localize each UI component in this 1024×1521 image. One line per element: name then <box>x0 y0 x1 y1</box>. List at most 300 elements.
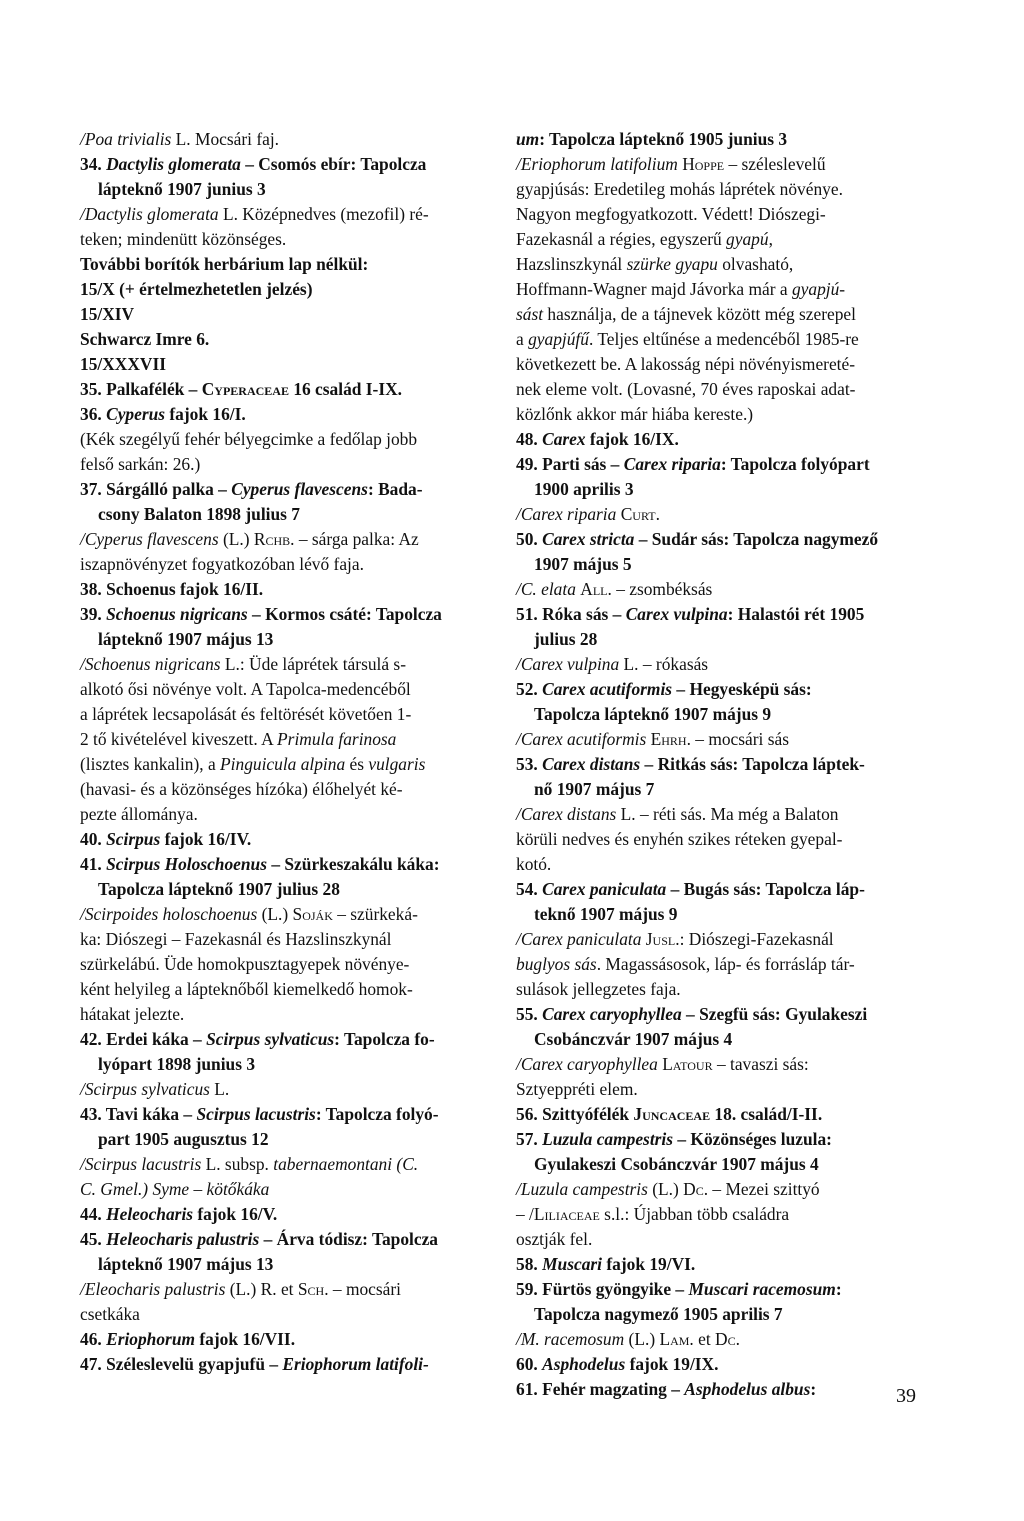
text-line <box>80 477 510 502</box>
text-segment: 46. <box>80 1329 107 1349</box>
text-segment: 15/XXXVII <box>80 354 166 374</box>
text-segment: /Carex distans <box>516 804 617 824</box>
text-line <box>516 527 946 552</box>
text-line <box>516 1277 946 1302</box>
text-line <box>516 152 946 177</box>
text-segment: Scirpus Holoschoenus <box>106 854 267 874</box>
text-line <box>516 1152 946 1177</box>
left-column <box>80 127 510 1377</box>
text-line <box>80 602 510 627</box>
text-segment: , <box>768 229 773 249</box>
text-line <box>516 502 946 527</box>
text-line <box>80 1227 510 1252</box>
text-segment: nek eleme volt. (Lovasné, 70 éves raposkai adat- <box>516 379 856 399</box>
text-segment: – Kormos csáté: Tapolcza <box>247 604 442 624</box>
text-segment: Pinguicula alpina <box>220 754 346 774</box>
text-line <box>516 452 946 477</box>
text-segment: Primula farinosa <box>277 729 397 749</box>
text-line <box>80 677 510 702</box>
text-segment: a <box>516 329 529 349</box>
text-line <box>80 1177 510 1202</box>
text-segment: Jusl <box>645 929 676 949</box>
text-line <box>80 827 510 852</box>
text-line <box>80 252 510 277</box>
text-segment: /Scirpoides holoschoenus <box>80 904 258 924</box>
text-segment: /Carex caryophyllea <box>516 1054 658 1074</box>
text-segment: Nagyon megfogyatkozott. Védett! Diószegi- <box>516 204 826 224</box>
text-segment: . – Mezei szittyó <box>703 1179 820 1199</box>
text-segment: – Csomós ebír: Tapolcza <box>240 154 427 174</box>
text-segment: (Kék szegélyű fehér bélyegcimke a fedőlap jobb <box>80 429 418 449</box>
text-segment: Carex caryophyllea <box>542 1004 682 1024</box>
text-line <box>80 852 510 877</box>
text-line <box>80 802 510 827</box>
text-segment: lápteknő 1907 május 13 <box>98 629 274 649</box>
text-line <box>80 652 510 677</box>
text-segment: (L.) <box>218 529 254 549</box>
text-segment: Csobánczvár 1907 május 4 <box>534 1029 733 1049</box>
text-segment: Dc <box>715 1329 736 1349</box>
text-segment: fajok 16/IX. <box>585 429 679 449</box>
text-segment: 1900 aprilis 3 <box>534 479 634 499</box>
text-line <box>80 1002 510 1027</box>
text-line <box>516 1352 946 1377</box>
text-segment: . <box>655 504 660 524</box>
text-line <box>516 1302 946 1327</box>
text-segment: : Tapolcza folyópart <box>720 454 870 474</box>
text-segment: fajok 19/VI. <box>602 1254 696 1274</box>
text-line <box>516 202 946 227</box>
text-line <box>516 1327 946 1352</box>
text-line <box>516 1252 946 1277</box>
text-segment: – Szürkeszakálu káka: <box>267 854 440 874</box>
text-segment: 43. Tavi káka – <box>80 1104 197 1124</box>
text-segment: – széleslevelű <box>724 154 826 174</box>
text-line <box>516 477 946 502</box>
text-segment: . Teljes eltűnése a medencéből 1985-re <box>588 329 859 349</box>
text-segment: 55. <box>516 1004 543 1024</box>
text-segment: gyapjú- <box>791 279 846 299</box>
text-segment: fajok 16/VII. <box>195 1329 296 1349</box>
text-segment: 15/X (+ értelmezhetetlen jelzés) <box>80 279 313 299</box>
text-segment: (L.) R. et <box>225 1279 298 1299</box>
text-line <box>516 1177 946 1202</box>
text-segment: gyapjúsás: Eredetileg mohás láprétek növénye. <box>516 179 843 199</box>
text-segment: 48. <box>516 429 543 449</box>
text-segment: Carex acutiformis <box>542 679 673 699</box>
text-line <box>516 902 946 927</box>
text-line <box>516 602 946 627</box>
text-segment: /Scirpus sylvaticus <box>80 1079 210 1099</box>
text-line <box>80 777 510 802</box>
text-line <box>80 1327 510 1352</box>
text-segment: um <box>516 129 540 149</box>
text-line <box>80 427 510 452</box>
text-line <box>516 1202 946 1227</box>
text-segment: Muscari racemosum <box>688 1279 836 1299</box>
text-segment: Hoppe <box>682 154 725 174</box>
text-line <box>516 777 946 802</box>
text-line <box>516 1002 946 1027</box>
text-segment: Carex riparia <box>623 454 721 474</box>
text-segment: 49. Parti sás – <box>516 454 624 474</box>
text-segment: alkotó ősi növénye volt. A Tapolca-medencéből <box>80 679 411 699</box>
text-segment: fajok 16/V. <box>193 1204 278 1224</box>
text-segment: (havasi- és a közönséges hízóka) élőhelyét ké- <box>80 779 403 799</box>
text-segment: /Eleocharis palustris <box>80 1279 226 1299</box>
text-segment: fajok 16/IV. <box>160 829 252 849</box>
text-segment: sást <box>516 304 544 324</box>
text-segment: Carex paniculata <box>542 879 667 899</box>
text-segment: osztják fel. <box>516 1229 593 1249</box>
text-line <box>80 1352 510 1377</box>
text-segment: 2 tő kivételével kiveszett. A <box>80 729 278 749</box>
text-segment: : Tapolcza folyó- <box>315 1104 439 1124</box>
text-segment: Hoffmann-Wagner majd Jávorka már a <box>516 279 792 299</box>
text-segment: Sztyeppréti elem. <box>516 1079 638 1099</box>
text-segment: . Magassásosok, láp- és forrásláp tár- <box>596 954 855 974</box>
text-segment: Ehrh <box>650 729 687 749</box>
text-segment: iszapnövényzet fogyatkozóban lévő faja. <box>80 554 364 574</box>
text-line <box>80 1027 510 1052</box>
text-segment: . – sárga palka: Az <box>290 529 419 549</box>
text-line <box>516 752 946 777</box>
text-line <box>516 727 946 752</box>
text-segment: 15/XIV <box>80 304 135 324</box>
text-segment: sulások jellegzetes faja. <box>516 979 681 999</box>
text-segment: 42. Erdei káka – <box>80 1029 207 1049</box>
text-segment: C. Gmel.) Syme – kötőkáka <box>80 1179 270 1199</box>
text-line <box>516 227 946 252</box>
text-line <box>516 677 946 702</box>
text-segment: lyópart 1898 junius 3 <box>98 1054 256 1074</box>
text-line <box>80 152 510 177</box>
text-segment: L. Középnedves (mezofil) ré- <box>218 204 429 224</box>
text-line <box>516 652 946 677</box>
text-segment: Eriophorum latifoli- <box>282 1354 429 1374</box>
text-segment: /Carex vulpina <box>516 654 620 674</box>
text-line <box>516 1077 946 1102</box>
text-segment: – / <box>516 1204 534 1224</box>
text-segment: olvasható, <box>717 254 794 274</box>
text-line <box>516 827 946 852</box>
text-line <box>516 927 946 952</box>
text-segment: Lam <box>659 1329 690 1349</box>
text-segment: Cyperus flavescens <box>231 479 368 499</box>
text-segment: . – mocsári sás <box>686 729 789 749</box>
text-line <box>516 427 946 452</box>
text-line <box>80 377 510 402</box>
text-segment: 56. Szittyófélék <box>516 1104 634 1124</box>
text-segment: fajok 19/IX. <box>625 1354 719 1374</box>
text-segment: (L.) <box>624 1329 660 1349</box>
text-segment: . – mocsári <box>324 1279 402 1299</box>
text-line <box>516 577 946 602</box>
text-segment: Scirpus sylvaticus <box>206 1029 335 1049</box>
text-segment: L.: Üde láprétek társulá s- <box>220 654 406 674</box>
text-line <box>80 402 510 427</box>
text-segment: /Luzula campestris <box>516 1179 648 1199</box>
text-segment: Carex stricta <box>542 529 635 549</box>
text-segment: – tavaszi sás: <box>712 1054 809 1074</box>
text-line <box>516 952 946 977</box>
text-segment: : Bada- <box>367 479 423 499</box>
text-segment: /Poa trivialis <box>80 129 172 149</box>
text-segment: s.l.: Újabban több családra <box>599 1204 790 1224</box>
text-segment: Tapolcza lápteknő 1907 julius 28 <box>98 879 340 899</box>
text-line <box>80 1152 510 1177</box>
text-segment: 58. <box>516 1254 543 1274</box>
text-segment: 35. Palkafélék – <box>80 379 202 399</box>
text-segment: lápteknő 1907 junius 3 <box>98 179 266 199</box>
text-segment: L. <box>209 1079 230 1099</box>
text-segment: csony Balaton 1898 julius 7 <box>98 504 300 524</box>
text-line <box>80 1252 510 1277</box>
text-line <box>516 852 946 877</box>
text-segment: . – zsombéksás <box>607 579 713 599</box>
text-segment: – Hegyesképü sás: <box>672 679 812 699</box>
text-segment: – Ritkás sás: Tapolcza láptek- <box>640 754 865 774</box>
text-line <box>516 877 946 902</box>
right-column <box>516 127 946 1402</box>
text-line <box>516 1027 946 1052</box>
text-segment: ka: Diószegi – Fazekasnál és Hazslinszkynál <box>80 929 392 949</box>
text-segment: Cyperus <box>106 404 166 424</box>
text-segment: tabernaemontani (C. <box>273 1154 419 1174</box>
text-line <box>516 327 946 352</box>
text-segment: L. – rókasás <box>619 654 709 674</box>
text-line <box>516 402 946 427</box>
text-segment: szürke gyapu <box>626 254 718 274</box>
text-segment: fajok 16/I. <box>165 404 246 424</box>
text-segment: 37. Sárgálló palka – <box>80 479 232 499</box>
text-segment: – Szegfü sás: Gyulakeszi <box>681 1004 868 1024</box>
text-line <box>80 952 510 977</box>
text-segment: Tapolcza nagymező 1905 aprilis 7 <box>534 1304 783 1324</box>
text-line <box>80 527 510 552</box>
text-segment: : <box>810 1379 817 1399</box>
text-line <box>516 1377 946 1402</box>
text-segment: 1907 május 5 <box>534 554 632 574</box>
text-segment: és <box>345 754 369 774</box>
text-segment: 50. <box>516 529 543 549</box>
text-segment: : Tapolcza fo- <box>334 1029 435 1049</box>
text-segment: (lisztes kankalin), a <box>80 754 221 774</box>
text-segment: Scirpus <box>106 829 161 849</box>
text-line <box>516 252 946 277</box>
text-line <box>516 627 946 652</box>
text-segment: /Cyperus flavescens <box>80 529 219 549</box>
text-segment: Asphodelus <box>542 1354 626 1374</box>
text-segment: 38. Schoenus fajok 16/II. <box>80 579 264 599</box>
text-segment: gyapjúfű <box>528 329 589 349</box>
text-line <box>80 627 510 652</box>
text-line <box>80 927 510 952</box>
text-line <box>80 902 510 927</box>
text-line <box>80 727 510 752</box>
text-line <box>80 552 510 577</box>
text-line <box>516 552 946 577</box>
text-segment: – Sudár sás: Tapolcza nagymező <box>634 529 879 549</box>
text-segment: .: Diószegi-Fazekasnál <box>675 929 834 949</box>
text-line <box>80 177 510 202</box>
text-segment: Soják <box>292 904 333 924</box>
text-segment: közlőnk akkor már hiába kereste.) <box>516 404 754 424</box>
text-line <box>80 502 510 527</box>
text-segment: /C. elata <box>516 579 576 599</box>
text-segment: Scirpus lacustris <box>196 1104 316 1124</box>
text-segment: 45. <box>80 1229 107 1249</box>
text-segment: felső sarkán: 26.) <box>80 454 201 474</box>
text-segment: /Carex acutiformis <box>516 729 647 749</box>
text-segment: 52. <box>516 679 543 699</box>
text-segment: Eriophorum <box>106 1329 196 1349</box>
text-line <box>80 127 510 152</box>
text-segment: Gyulakeszi Csobánczvár 1907 május 4 <box>534 1154 819 1174</box>
text-line <box>80 1077 510 1102</box>
text-line <box>80 702 510 727</box>
text-segment: Carex vulpina <box>625 604 728 624</box>
text-segment: /Dactylis glomerata <box>80 204 219 224</box>
text-segment: 16 család I-IX. <box>288 379 403 399</box>
text-segment: – Árva tódisz: Tapolcza <box>259 1229 438 1249</box>
text-segment: /Eriophorum latifolium <box>516 154 678 174</box>
text-line <box>80 877 510 902</box>
text-segment: 34. <box>80 154 107 174</box>
text-segment: Asphodelus albus <box>684 1379 811 1399</box>
text-segment: kotó. <box>516 854 552 874</box>
text-line <box>516 1227 946 1252</box>
text-segment: 61. Fehér magzating – <box>516 1379 685 1399</box>
text-segment: 39. <box>80 604 107 624</box>
text-segment: További borítók herbárium lap nélkül: <box>80 254 369 274</box>
text-line <box>516 1052 946 1077</box>
text-segment: vulgaris <box>368 754 426 774</box>
text-segment: : <box>835 1279 842 1299</box>
text-line <box>516 177 946 202</box>
text-segment: körüli nedves és enyhén szikes réteken gyepal- <box>516 829 843 849</box>
text-line <box>516 352 946 377</box>
text-segment: a láprétek lecsapolását és feltörését követően 1- <box>80 704 412 724</box>
text-line <box>80 227 510 252</box>
text-segment: All <box>580 579 608 599</box>
text-segment: gyapú <box>726 229 769 249</box>
text-segment: julius 28 <box>534 629 598 649</box>
text-segment: hátakat jelezte. <box>80 1004 185 1024</box>
text-segment: – Közönséges luzula: <box>673 1129 832 1149</box>
text-segment: : Tapolcza lápteknő 1905 junius 3 <box>539 129 788 149</box>
text-segment: (L.) <box>647 1179 684 1199</box>
text-segment: lápteknő 1907 május 13 <box>98 1254 274 1274</box>
text-segment: Luzula campestris <box>542 1129 674 1149</box>
text-line <box>80 352 510 377</box>
text-line <box>516 1127 946 1152</box>
text-segment: szürkelábú. Üde homokpusztagyepek növénye- <box>80 954 410 974</box>
text-line <box>516 302 946 327</box>
text-segment: 57. <box>516 1129 543 1149</box>
text-segment: Muscari <box>542 1254 603 1274</box>
text-segment: Heleocharis palustris <box>106 1229 260 1249</box>
text-segment: Dc <box>683 1179 704 1199</box>
text-segment: 40. <box>80 829 107 849</box>
text-segment: : Halastói rét 1905 <box>727 604 865 624</box>
text-line <box>80 1202 510 1227</box>
text-line <box>516 277 946 302</box>
text-line <box>80 1277 510 1302</box>
text-segment: Tapolcza lápteknő 1907 május 9 <box>534 704 772 724</box>
text-segment: 41. <box>80 854 107 874</box>
text-line <box>80 277 510 302</box>
text-segment: Sch <box>297 1279 325 1299</box>
text-line <box>80 202 510 227</box>
text-segment: használja, de a tájnevek között még szerepel <box>543 304 856 324</box>
text-segment: 18. család/I-II. <box>710 1104 823 1124</box>
text-segment: – szürkeká- <box>332 904 418 924</box>
text-segment: Rchb <box>253 529 291 549</box>
text-segment: Carex distans <box>542 754 641 774</box>
text-segment: 59. Fürtös gyöngyike – <box>516 1279 689 1299</box>
text-segment: Schoenus nigricans <box>106 604 248 624</box>
text-segment: Curt <box>620 504 656 524</box>
text-line <box>80 752 510 777</box>
text-segment: 51. Róka sás – <box>516 604 626 624</box>
text-segment: . et <box>689 1329 716 1349</box>
text-segment: Latour <box>662 1054 713 1074</box>
text-line <box>80 1102 510 1127</box>
text-segment: /Carex riparia <box>516 504 617 524</box>
text-segment: teken; mindenütt közönséges. <box>80 229 287 249</box>
text-segment: 54. <box>516 879 543 899</box>
text-line <box>80 452 510 477</box>
text-segment: Cyperaceae <box>201 379 289 399</box>
text-line <box>516 377 946 402</box>
text-segment: ként helyileg a lápteknőből kiemelkedő homok- <box>80 979 413 999</box>
text-segment: Schwarcz Imre 6. <box>80 329 210 349</box>
text-segment: Hazslinszkynál <box>516 254 627 274</box>
text-segment: 53. <box>516 754 543 774</box>
text-segment: . <box>735 1329 740 1349</box>
text-segment: Fazekasnál a régies, egyszerű <box>516 229 727 249</box>
text-segment: part 1905 augusztus 12 <box>98 1129 269 1149</box>
text-line <box>80 577 510 602</box>
text-segment: L. subsp. <box>201 1154 274 1174</box>
text-segment: L. Mocsári faj. <box>171 129 280 149</box>
text-segment: 44. <box>80 1204 107 1224</box>
text-segment: (L.) <box>257 904 293 924</box>
text-segment: /Carex paniculata <box>516 929 642 949</box>
text-segment: 60. <box>516 1354 543 1374</box>
text-line <box>80 977 510 1002</box>
text-line <box>80 1052 510 1077</box>
text-segment: Carex <box>542 429 586 449</box>
text-segment: Juncaceae <box>633 1104 711 1124</box>
text-segment: teknő 1907 május 9 <box>534 904 678 924</box>
text-segment: /Schoenus nigricans <box>80 654 221 674</box>
text-segment: következett be. A lakosság népi növényismereté- <box>516 354 856 374</box>
text-segment: Dactylis glomerata <box>106 154 241 174</box>
text-segment: 36. <box>80 404 107 424</box>
text-line <box>80 1302 510 1327</box>
text-line <box>80 302 510 327</box>
text-segment: 47. Széleslevelü gyapjufü – <box>80 1354 283 1374</box>
text-segment: buglyos sás <box>516 954 597 974</box>
text-segment: nő 1907 május 7 <box>534 779 655 799</box>
text-segment: pezte állománya. <box>80 804 198 824</box>
text-segment: csetkáka <box>80 1304 140 1324</box>
text-line <box>516 1102 946 1127</box>
text-segment: /M. racemosum <box>516 1329 625 1349</box>
page-number: 39 <box>896 1385 916 1407</box>
